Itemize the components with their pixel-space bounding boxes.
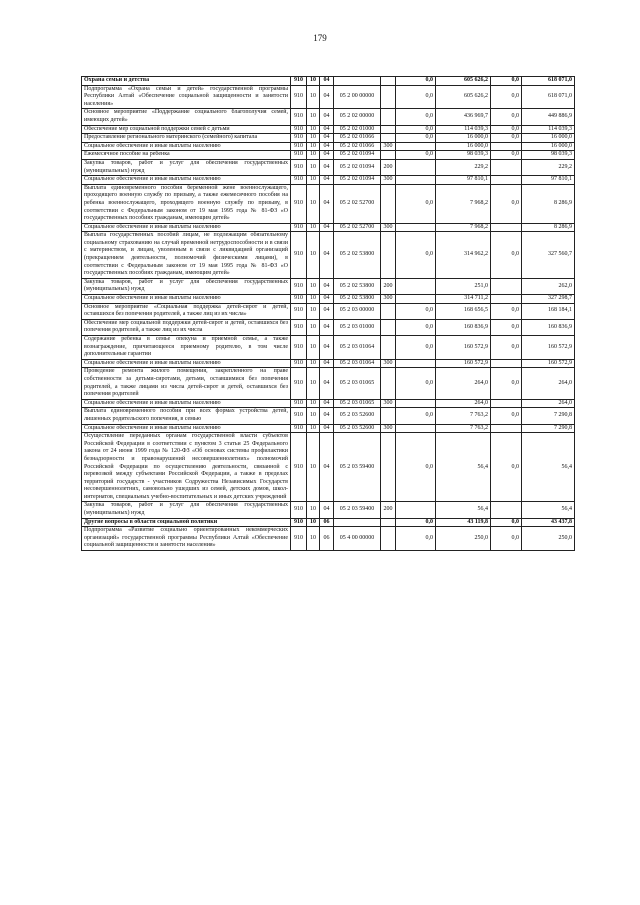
section-code: 10 [307, 518, 320, 527]
amount-col8: 0,0 [491, 232, 522, 279]
target-article-code: 05 2 02 53800 [334, 232, 381, 279]
amount-col9: 449 886,9 [522, 109, 575, 125]
amount-col6: 0,0 [396, 232, 436, 279]
table-row [82, 142, 575, 151]
target-article-code: 05 2 02 53800 [334, 295, 381, 304]
table-row [82, 502, 575, 518]
target-article-code: 05 2 03 01000 [334, 319, 381, 335]
amount-col6: 0,0 [396, 109, 436, 125]
amount-col7: 114 039,3 [436, 125, 491, 134]
amount-col6 [396, 142, 436, 151]
section-code: 10 [307, 502, 320, 518]
section-code: 10 [307, 85, 320, 109]
amount-col9: 327 298,7 [522, 295, 575, 304]
expense-type-code [381, 319, 396, 335]
amount-col9: 264,0 [522, 399, 575, 408]
subsection-code: 04 [320, 109, 334, 125]
amount-col8: 0,0 [491, 433, 522, 502]
target-article-code: 05 2 02 52700 [334, 184, 381, 223]
amount-col6 [396, 278, 436, 294]
amount-col9: 264,0 [522, 368, 575, 399]
admin-code: 910 [291, 159, 307, 175]
section-code: 10 [307, 527, 320, 551]
table-row [82, 223, 575, 232]
row-name: Социальное обеспечение и иные выплаты населению [82, 223, 291, 232]
amount-col8: 0,0 [491, 336, 522, 360]
amount-col8 [491, 295, 522, 304]
table-row [82, 295, 575, 304]
table-row [82, 303, 575, 319]
section-code: 10 [307, 303, 320, 319]
amount-col7: 7 968,2 [436, 184, 491, 223]
amount-col7: 98 039,3 [436, 151, 491, 160]
table-row [82, 151, 575, 160]
section-code: 10 [307, 399, 320, 408]
row-name: Подпрограмма «Развитие социально ориентированных некоммерческих организаций» государственной программы Республики Алтай «Обеспечение социальной защищенности и занятости населения» [82, 527, 291, 551]
target-article-code: 05 2 03 52600 [334, 408, 381, 424]
amount-col7: 264,0 [436, 368, 491, 399]
subsection-code: 04 [320, 142, 334, 151]
row-name: Закупка товаров, работ и услуг для обеспечения государственных (муниципальных) нужд [82, 278, 291, 294]
admin-code: 910 [291, 433, 307, 502]
amount-col9: 250,0 [522, 527, 575, 551]
amount-col7: 229,2 [436, 159, 491, 175]
row-name: Закупка товаров, работ и услуг для обеспечения государственных (муниципальных) нужд [82, 159, 291, 175]
target-article-code: 05 2 00 00000 [334, 85, 381, 109]
row-name: Выплата единовременного пособия беременной жене военнослужащего, проходящего военную службу по призыву, а также ежемесячного пособия на ребенка военнослужащего, проходящего военную службу по призыву, в соответствии с Федеральным законом от 19 мая 1995 года № 81-ФЗ «О государственных пособиях гражданам, имеющим детей» [82, 184, 291, 223]
amount-col8: 0,0 [491, 408, 522, 424]
admin-code: 910 [291, 232, 307, 279]
amount-col9: 56,4 [522, 502, 575, 518]
section-code: 10 [307, 109, 320, 125]
amount-col6 [396, 223, 436, 232]
amount-col7: 7 763,2 [436, 424, 491, 433]
admin-code: 910 [291, 368, 307, 399]
amount-col8: 0,0 [491, 125, 522, 134]
amount-col9: 114 039,3 [522, 125, 575, 134]
page-number: 179 [313, 33, 327, 43]
amount-col6: 0,0 [396, 527, 436, 551]
amount-col9: 160 572,9 [522, 359, 575, 368]
amount-col9: 16 000,0 [522, 134, 575, 143]
subsection-code: 04 [320, 359, 334, 368]
admin-code: 910 [291, 142, 307, 151]
admin-code: 910 [291, 319, 307, 335]
section-code: 10 [307, 319, 320, 335]
row-name: Осуществление переданных органам государственной власти субъектов Российской Федерации в соответствии с пунктом 3 статьи 25 Федерального закона от 24 июня 1999 года № 120-ФЗ «Об основах системы профилактики безнадзорности и правонарушений несовершеннолетних» полномочий Российской Федерации по осуществлению деятельности, связанной с перевозкой между субъектами Российской Федерации, а также в пределах территорий государств - участников Содружества Независимых Государств несовершеннолетних, самовольно ушедших из семей, детских домов, школ-интернатов, специальных учебно-воспитательных и иных детских учреждений [82, 433, 291, 502]
table-row [82, 278, 575, 294]
target-article-code: 05 2 03 52600 [334, 424, 381, 433]
section-code: 10 [307, 223, 320, 232]
row-name: Подпрограмма «Охрана семьи и детей» государственной программы Республики Алтай «Обеспечение социальной защищенности и занятости населения» [82, 85, 291, 109]
subsection-code: 06 [320, 518, 334, 527]
target-article-code: 05 2 03 59400 [334, 502, 381, 518]
row-name: Социальное обеспечение и иные выплаты населению [82, 359, 291, 368]
amount-col9: 7 290,8 [522, 424, 575, 433]
row-name: Другие вопросы в области социальной политики [82, 518, 291, 527]
expense-type-code [381, 125, 396, 134]
amount-col9: 327 560,7 [522, 232, 575, 279]
amount-col9: 43 437,8 [522, 518, 575, 527]
subsection-code: 04 [320, 502, 334, 518]
amount-col8 [491, 142, 522, 151]
amount-col8 [491, 502, 522, 518]
amount-col7: 160 572,9 [436, 359, 491, 368]
admin-code: 910 [291, 134, 307, 143]
subsection-code: 06 [320, 527, 334, 551]
section-code: 10 [307, 142, 320, 151]
row-name: Ежемесячное пособие на ребенка [82, 151, 291, 160]
amount-col9: 618 071,0 [522, 77, 575, 86]
table-row [82, 408, 575, 424]
admin-code: 910 [291, 151, 307, 160]
section-code: 10 [307, 134, 320, 143]
table-row [82, 399, 575, 408]
admin-code: 910 [291, 223, 307, 232]
row-name: Проведение ремонта жилого помещения, закрепленного на праве собственности за детьми-сиротами, детьми, оставшимися без попечения родителей, а также лицами из числа детей-сирот и детей, оставшихся без попечения родителей [82, 368, 291, 399]
table-row [82, 184, 575, 223]
row-name: Социальное обеспечение и иные выплаты населению [82, 142, 291, 151]
amount-col6: 0,0 [396, 184, 436, 223]
amount-col6: 0,0 [396, 134, 436, 143]
row-name: Содержание ребенка в семье опекуна и приемной семье, а также вознаграждение, причитающееся приемному родителю, в том числе дополнительные гарантии [82, 336, 291, 360]
table-row [82, 518, 575, 527]
target-article-code: 05 2 02 01066 [334, 142, 381, 151]
table-row [82, 359, 575, 368]
row-name: Основное мероприятие «Поддержание социального благополучия семей, имеющих детей» [82, 109, 291, 125]
subsection-code: 04 [320, 408, 334, 424]
target-article-code [334, 77, 381, 86]
row-name: Закупка товаров, работ и услуг для обеспечения государственных (муниципальных) нужд [82, 502, 291, 518]
amount-col6: 0,0 [396, 408, 436, 424]
expense-type-code [381, 109, 396, 125]
expense-type-code: 300 [381, 295, 396, 304]
target-article-code [334, 518, 381, 527]
admin-code: 910 [291, 176, 307, 185]
amount-col7: 436 969,7 [436, 109, 491, 125]
amount-col9: 618 071,0 [522, 85, 575, 109]
amount-col6 [396, 295, 436, 304]
expense-type-code: 300 [381, 399, 396, 408]
amount-col7: 160 836,9 [436, 319, 491, 335]
table-row [82, 527, 575, 551]
admin-code: 910 [291, 502, 307, 518]
admin-code: 910 [291, 184, 307, 223]
table-row [82, 433, 575, 502]
section-code: 10 [307, 424, 320, 433]
amount-col7: 168 656,5 [436, 303, 491, 319]
amount-col9: 160 572,9 [522, 336, 575, 360]
row-name: Обеспечение мер социальной поддержки семей с детьми [82, 125, 291, 134]
target-article-code: 05 2 02 01094 [334, 159, 381, 175]
target-article-code: 05 2 02 00000 [334, 109, 381, 125]
target-article-code: 05 2 03 01065 [334, 399, 381, 408]
amount-col6: 0,0 [396, 303, 436, 319]
table-row [82, 176, 575, 185]
row-name: Охрана семьи и детства [82, 77, 291, 86]
row-name: Обеспечение мер социальной поддержки детей-сирот и детей, оставшихся без попечения родителей, а также лиц из их числа [82, 319, 291, 335]
amount-col7: 605 626,2 [436, 77, 491, 86]
expense-type-code [381, 433, 396, 502]
amount-col7: 56,4 [436, 433, 491, 502]
amount-col9: 262,0 [522, 278, 575, 294]
budget-table [81, 76, 575, 551]
row-name: Социальное обеспечение и иные выплаты населению [82, 399, 291, 408]
expense-type-code [381, 232, 396, 279]
expense-type-code: 300 [381, 223, 396, 232]
amount-col8: 0,0 [491, 184, 522, 223]
table-row [82, 319, 575, 335]
amount-col7: 314 962,2 [436, 232, 491, 279]
admin-code: 910 [291, 85, 307, 109]
expense-type-code: 200 [381, 159, 396, 175]
subsection-code: 04 [320, 159, 334, 175]
amount-col9: 56,4 [522, 433, 575, 502]
admin-code: 910 [291, 295, 307, 304]
section-code: 10 [307, 151, 320, 160]
subsection-code: 04 [320, 77, 334, 86]
amount-col8 [491, 176, 522, 185]
expense-type-code: 200 [381, 502, 396, 518]
section-code: 10 [307, 125, 320, 134]
amount-col8: 0,0 [491, 368, 522, 399]
target-article-code: 05 2 03 01064 [334, 336, 381, 360]
target-article-code: 05 2 02 01066 [334, 134, 381, 143]
section-code: 10 [307, 336, 320, 360]
row-name: Основное мероприятие «Социальная поддержка детей-сирот и детей, оставшихся без попечения родителей, а также лиц из их числа» [82, 303, 291, 319]
amount-col6: 0,0 [396, 336, 436, 360]
subsection-code: 04 [320, 303, 334, 319]
table-body [82, 77, 575, 551]
amount-col6: 0,0 [396, 77, 436, 86]
admin-code: 910 [291, 336, 307, 360]
target-article-code: 05 2 02 52700 [334, 223, 381, 232]
amount-col8 [491, 399, 522, 408]
amount-col7: 605 626,2 [436, 85, 491, 109]
table-row [82, 77, 575, 86]
amount-col9: 168 184,1 [522, 303, 575, 319]
subsection-code: 04 [320, 134, 334, 143]
section-code: 10 [307, 295, 320, 304]
amount-col7: 56,4 [436, 502, 491, 518]
admin-code: 910 [291, 125, 307, 134]
section-code: 10 [307, 176, 320, 185]
admin-code: 910 [291, 303, 307, 319]
amount-col8: 0,0 [491, 77, 522, 86]
section-code: 10 [307, 232, 320, 279]
section-code: 10 [307, 408, 320, 424]
section-code: 10 [307, 368, 320, 399]
section-code: 10 [307, 359, 320, 368]
subsection-code: 04 [320, 151, 334, 160]
expense-type-code [381, 151, 396, 160]
row-name: Социальное обеспечение и иные выплаты населению [82, 295, 291, 304]
expense-type-code [381, 134, 396, 143]
subsection-code: 04 [320, 319, 334, 335]
row-name: Выплата единовременного пособия при всех формах устройства детей, лишенных родительского попечения, в семью [82, 408, 291, 424]
amount-col6: 0,0 [396, 368, 436, 399]
subsection-code: 04 [320, 433, 334, 502]
target-article-code: 05 4 00 00000 [334, 527, 381, 551]
amount-col6: 0,0 [396, 151, 436, 160]
admin-code: 910 [291, 109, 307, 125]
table-row [82, 368, 575, 399]
amount-col7: 251,0 [436, 278, 491, 294]
amount-col7: 7 763,2 [436, 408, 491, 424]
amount-col8: 0,0 [491, 85, 522, 109]
expense-type-code [381, 85, 396, 109]
expense-type-code: 300 [381, 142, 396, 151]
amount-col6: 0,0 [396, 518, 436, 527]
amount-col9: 97 810,1 [522, 176, 575, 185]
amount-col8 [491, 278, 522, 294]
expense-type-code [381, 408, 396, 424]
target-article-code: 05 2 03 59400 [334, 433, 381, 502]
amount-col6: 0,0 [396, 125, 436, 134]
amount-col7: 16 000,0 [436, 134, 491, 143]
amount-col8 [491, 359, 522, 368]
table-row [82, 134, 575, 143]
amount-col8: 0,0 [491, 151, 522, 160]
expense-type-code [381, 77, 396, 86]
amount-col9: 8 286,9 [522, 184, 575, 223]
amount-col7: 314 711,2 [436, 295, 491, 304]
amount-col8 [491, 424, 522, 433]
admin-code: 910 [291, 527, 307, 551]
amount-col8: 0,0 [491, 303, 522, 319]
target-article-code: 05 2 03 01064 [334, 359, 381, 368]
amount-col7: 160 572,9 [436, 336, 491, 360]
amount-col7: 7 968,2 [436, 223, 491, 232]
expense-type-code: 300 [381, 424, 396, 433]
table-row [82, 85, 575, 109]
amount-col9: 229,2 [522, 159, 575, 175]
amount-col6: 0,0 [396, 433, 436, 502]
row-name: Предоставление регионального материнского (семейного) капитала [82, 134, 291, 143]
subsection-code: 04 [320, 85, 334, 109]
amount-col6 [396, 502, 436, 518]
target-article-code: 05 2 03 00000 [334, 303, 381, 319]
subsection-code: 04 [320, 232, 334, 279]
amount-col6 [396, 359, 436, 368]
amount-col9: 7 290,8 [522, 408, 575, 424]
target-article-code: 05 2 02 01094 [334, 176, 381, 185]
amount-col6 [396, 159, 436, 175]
table-row [82, 424, 575, 433]
expense-type-code [381, 336, 396, 360]
expense-type-code: 300 [381, 359, 396, 368]
table-row [82, 336, 575, 360]
subsection-code: 04 [320, 278, 334, 294]
subsection-code: 04 [320, 336, 334, 360]
table-row [82, 125, 575, 134]
table-row [82, 109, 575, 125]
admin-code: 910 [291, 408, 307, 424]
amount-col7: 97 810,1 [436, 176, 491, 185]
subsection-code: 04 [320, 125, 334, 134]
admin-code: 910 [291, 77, 307, 86]
amount-col6 [396, 399, 436, 408]
expense-type-code [381, 518, 396, 527]
amount-col6: 0,0 [396, 319, 436, 335]
amount-col9: 160 836,9 [522, 319, 575, 335]
amount-col9: 16 000,0 [522, 142, 575, 151]
row-name: Социальное обеспечение и иные выплаты населению [82, 176, 291, 185]
target-article-code: 05 2 02 01094 [334, 151, 381, 160]
admin-code: 910 [291, 359, 307, 368]
amount-col8: 0,0 [491, 518, 522, 527]
row-name: Социальное обеспечение и иные выплаты населению [82, 424, 291, 433]
section-code: 10 [307, 184, 320, 223]
table-row [82, 232, 575, 279]
section-code: 10 [307, 77, 320, 86]
subsection-code: 04 [320, 424, 334, 433]
expense-type-code: 200 [381, 278, 396, 294]
amount-col7: 16 000,0 [436, 142, 491, 151]
subsection-code: 04 [320, 223, 334, 232]
subsection-code: 04 [320, 184, 334, 223]
row-name: Выплата государственных пособий лицам, не подлежащим обязательному социальному страхованию на случай временной нетрудоспособности и в связи с материнством, и лицам, уволенным в связи с ликвидацией организаций (прекращением деятельности, полномочий физическими лицами), в соответствии с Федеральным законом от 19 мая 1995 года № 81-ФЗ «О государственных пособиях гражданам, имеющим детей» [82, 232, 291, 279]
amount-col6 [396, 176, 436, 185]
amount-col7: 264,0 [436, 399, 491, 408]
admin-code: 910 [291, 424, 307, 433]
amount-col7: 250,0 [436, 527, 491, 551]
subsection-code: 04 [320, 176, 334, 185]
expense-type-code [381, 303, 396, 319]
section-code: 10 [307, 433, 320, 502]
amount-col6 [396, 424, 436, 433]
target-article-code: 05 2 02 53800 [334, 278, 381, 294]
amount-col9: 8 286,9 [522, 223, 575, 232]
section-code: 10 [307, 159, 320, 175]
amount-col8: 0,0 [491, 109, 522, 125]
expense-type-code: 300 [381, 176, 396, 185]
admin-code: 910 [291, 399, 307, 408]
admin-code: 910 [291, 278, 307, 294]
expense-type-code [381, 184, 396, 223]
amount-col8 [491, 159, 522, 175]
subsection-code: 04 [320, 399, 334, 408]
amount-col9: 98 039,3 [522, 151, 575, 160]
expense-type-code [381, 527, 396, 551]
section-code: 10 [307, 278, 320, 294]
expense-type-code [381, 368, 396, 399]
amount-col7: 43 119,8 [436, 518, 491, 527]
amount-col6: 0,0 [396, 85, 436, 109]
target-article-code: 05 2 02 01000 [334, 125, 381, 134]
amount-col8: 0,0 [491, 134, 522, 143]
amount-col8 [491, 223, 522, 232]
subsection-code: 04 [320, 295, 334, 304]
subsection-code: 04 [320, 368, 334, 399]
amount-col8: 0,0 [491, 319, 522, 335]
admin-code: 910 [291, 518, 307, 527]
table-row [82, 159, 575, 175]
amount-col8: 0,0 [491, 527, 522, 551]
target-article-code: 05 2 03 01065 [334, 368, 381, 399]
